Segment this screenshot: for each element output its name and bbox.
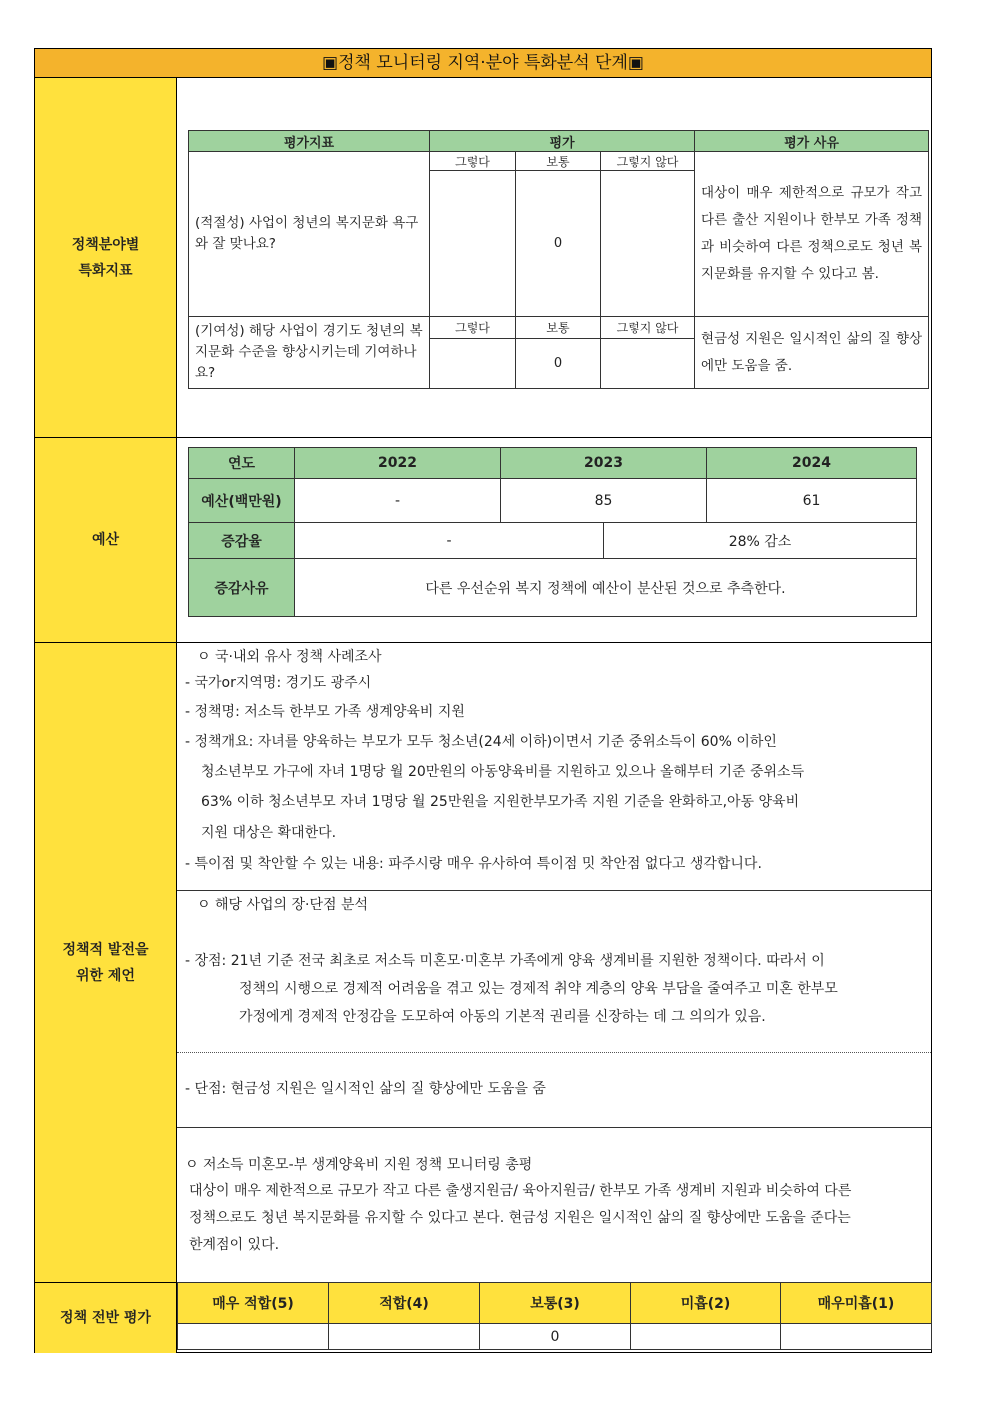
summary-block (185, 1152, 925, 1259)
amount-2024: 61 (707, 479, 917, 523)
section-label-budget: 예산 (35, 438, 177, 642)
rating-cell-neutral: 0 (516, 339, 601, 389)
section-label-proposal: 정책적 발전을 위한 제언 (35, 643, 177, 1282)
overall-mark-1 (781, 1324, 932, 1350)
change-reason: 다른 우선순위 복지 정책에 예산이 분산된 것으로 추측한다. (295, 559, 917, 617)
option-neutral: 보통 (516, 317, 601, 339)
rating-cell-yes (430, 339, 516, 389)
overall-mark-2 (631, 1324, 781, 1350)
summary-line-3: 한계점이 있다. (189, 1237, 280, 1253)
scale-neutral: 보통(3) (480, 1283, 631, 1324)
overall-mark-5 (178, 1324, 329, 1350)
indicator-question-1: (적절성) 사업이 청년의 복지문화 욕구와 잘 맞나요? (189, 152, 430, 317)
case-study-block (185, 645, 925, 879)
case-line-region: - 국가or지역명: 경기도 광주시 (185, 675, 372, 691)
rating-cell-no (601, 171, 695, 317)
year-2023: 2023 (501, 448, 707, 479)
summary-line-1: 대상이 매우 제한적으로 규모가 작고 다른 출생지원금/ 육아지원금/ 한부모 가족 생계비 지원과 비슷하여 다른 (189, 1183, 852, 1199)
divider (177, 1127, 931, 1128)
overall-mark-4 (329, 1324, 480, 1350)
section-label-overall: 정책 전반 평가 (35, 1283, 177, 1353)
change-2023: - (295, 523, 604, 559)
pros-line-2: 정책의 시행으로 경제적 어려움을 겪고 있는 경제적 취약 계층의 양육 부담을 줄여주고 미혼 한부모 (239, 981, 838, 997)
cons-block (185, 1075, 925, 1103)
amount-label: 예산(백만원) (189, 479, 295, 523)
case-line-overview: - 정책개요: 자녀를 양육하는 부모가 모두 청소년(24세 이하)이면서 기준 중위소득이 60% 이하인 (185, 734, 777, 750)
rating-cell-yes (430, 171, 516, 317)
indicator-header: 평가지표 (189, 131, 430, 152)
year-2024: 2024 (707, 448, 917, 479)
indicator-question-2: (기여성) 해당 사업이 경기도 청년의 복지문화 수준을 향상시키는데 기여하나요? (189, 317, 430, 389)
pros-line-3: 가정에게 경제적 안정감을 도모하여 아동의 기본적 권리를 신장하는 데 그 의의가 있음. (239, 1009, 766, 1025)
analysis-block (185, 891, 925, 1031)
rating-header: 평가 (430, 131, 695, 152)
cons-line: - 단점: 현금성 지원은 일시적인 삶의 질 향상에만 도움을 줌 (185, 1081, 546, 1097)
reason-header: 평가 사유 (695, 131, 929, 152)
change-label: 증감율 (189, 523, 295, 559)
overall-mark-3: 0 (480, 1324, 631, 1350)
overall-rating-table (177, 1282, 932, 1350)
rating-cell-no (601, 339, 695, 389)
indicator-reason-2: 현금성 지원은 일시적인 삶의 질 향상에만 도움을 줌. (695, 317, 929, 389)
case-line-overview-4: 지원 대상은 확대한다. (201, 825, 337, 841)
section-label-specialized: 정책분야별 특화지표 (35, 78, 177, 437)
case-line-overview-3: 63% 이하 청소년부모 자녀 1명당 월 25만원을 지원한부모가족 지원 기준을 완화하고,아동 양육비 (201, 794, 800, 810)
indicator-reason-1: 대상이 매우 제한적으로 규모가 작고 다른 출산 지원이나 한부모 가족 정책과 비슷하여 다른 정책으로도 청년 복지문화를 유지할 수 있다고 봄. (695, 152, 929, 317)
summary-heading: ㅇ 저소득 미혼모-부 생계양육비 지원 정책 모니터링 총평 (185, 1157, 533, 1173)
policy-monitoring-form (34, 48, 932, 1353)
option-neutral: 보통 (516, 152, 601, 171)
case-line-notes: - 특이점 및 착안할 수 있는 내용: 파주시랑 매우 유사하여 특이점 밋 착안점 없다고 생각합니다. (185, 856, 762, 872)
year-label: 연도 (189, 448, 295, 479)
change-2024: 28% 감소 (604, 523, 917, 559)
option-yes: 그렇다 (430, 317, 516, 339)
amount-2023: 85 (501, 479, 707, 523)
divider (177, 1052, 931, 1053)
budget-table (188, 447, 917, 617)
scale-very-suitable: 매우 적합(5) (178, 1283, 329, 1324)
change-reason-label: 증감사유 (189, 559, 295, 617)
scale-suitable: 적합(4) (329, 1283, 480, 1324)
case-line-policy: - 정책명: 저소득 한부모 가족 생계양육비 지원 (185, 704, 465, 720)
rating-cell-neutral: 0 (516, 171, 601, 317)
scale-very-insufficient: 매우미흡(1) (781, 1283, 932, 1324)
page-title: ▣정책 모니터링 지역·분야 특화분석 단계▣ (35, 49, 931, 78)
option-no: 그렇지 않다 (601, 317, 695, 339)
case-line-overview-2: 청소년부모 가구에 자녀 1명당 월 20만원의 아동양육비를 지원하고 있으나 올해부터 기준 중위소득 (201, 764, 805, 780)
option-yes: 그렇다 (430, 152, 516, 171)
summary-line-2: 정책으로도 청년 복지문화를 유지할 수 있다고 본다. 현금성 지원은 일시적인 삶의 질 향상에만 도움을 준다는 (189, 1210, 851, 1226)
pros-line-1: - 장점: 21년 기준 전국 최초로 저소득 미혼모·미혼부 가족에게 양육 생계비를 지원한 정책이다. 따라서 이 (185, 953, 825, 969)
scale-insufficient: 미흡(2) (631, 1283, 781, 1324)
option-no: 그렇지 않다 (601, 152, 695, 171)
year-2022: 2022 (295, 448, 501, 479)
analysis-heading: ㅇ 해당 사업의 장·단점 분석 (197, 897, 369, 913)
amount-2022: - (295, 479, 501, 523)
case-study-heading: ㅇ 국·내외 유사 정책 사례조사 (197, 649, 382, 665)
indicator-table (188, 130, 929, 389)
